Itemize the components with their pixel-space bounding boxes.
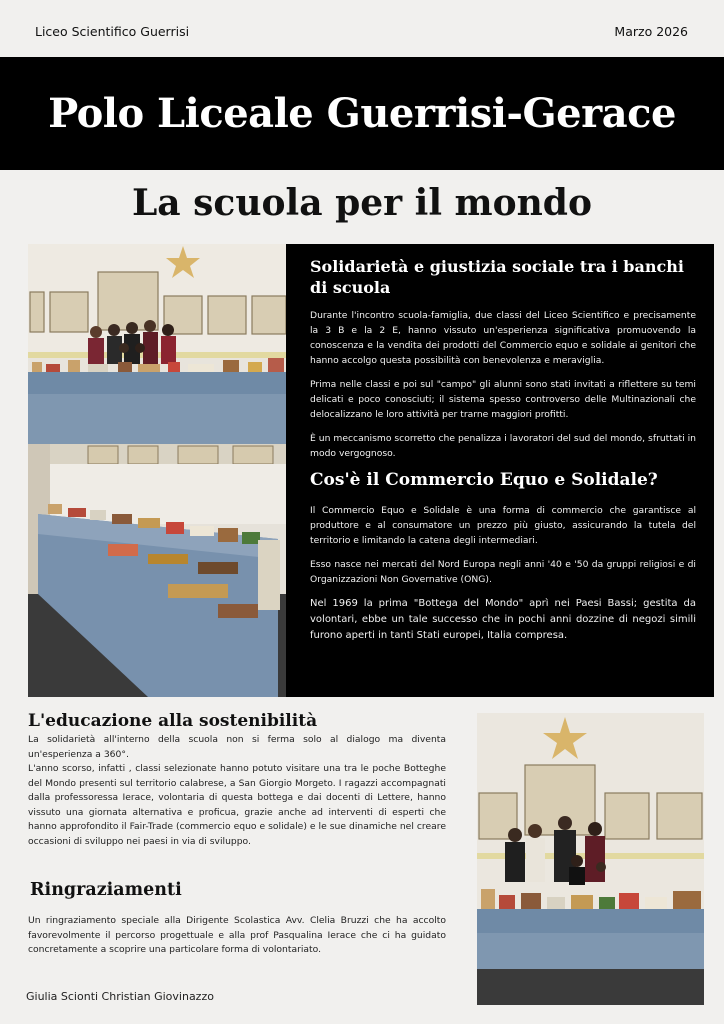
sustainability-title: L'educazione alla sostenibilità <box>28 711 318 731</box>
masthead-banner <box>0 57 724 170</box>
sustainability-text: L'anno scorso, infatti , classi selezionate hanno potuto visitare una tra le poche Botteghe del Mondo presenti sul territorio calabrese, a San Giorgio Morgeto. I ragazzi accompagnati dalla professoressa Ierace, volontaria di questa bottega e dai docenti di Lettere, hanno vissuto una giornata alternativa e proficua, grazie anche ad interventi di esperti che hanno approfondito il Fair-Trade (commercio equo e solidale) e le sue dinamiche nel creare occasioni di sviluppo nei paesi in via di sviluppo. <box>28 763 446 847</box>
article-paragraph: Nel 1969 la prima "Bottega del Mondo" aprì nei Paesi Bassi; gestita da volontari, ebbe un tale successo che in pochi anni dozzine di negozi simili furono aperti in tanti Stati europei, Italia compresa. <box>310 598 696 641</box>
article-paragraph: Prima nelle classi e poi sul "campo" gli alunni sono stati invitati a riflettere su temi delicati e poco conosciuti; il sistema spesso controverso delle Multinazionali che delocalizzano le loro attività per trarne maggiori profitti. <box>310 379 696 420</box>
sustainability-text: La solidarietà all'interno della scuola non si ferma solo al dialogo ma diventa un'esperienza a 360°. <box>28 734 446 760</box>
school-name: Liceo Scientifico Guerrisi <box>35 24 190 39</box>
thanks-section <box>28 880 446 958</box>
main-article <box>286 244 714 697</box>
thanks-text: Un ringraziamento speciale alla Dirigente Scolastica Avv. Clelia Bruzzi che ha accolto favorevolmente il percorso progettuale e alla prof Pasqualina Ierace che ci ha guidato concretamente a scoprire una particolare forma di volontariato. <box>28 915 446 955</box>
thanks-title: Ringraziamenti <box>30 880 182 900</box>
page-headline: La scuola per il mondo <box>131 182 592 224</box>
issue-date: Marzo 2026 <box>614 24 688 39</box>
article-paragraph: Il Commercio Equo e Solidale è una forma di commercio che garantisce al produttore e al consumatore un prezzo più giusto, assicurando la tutela del territorio e limitando la catena degli intermediari. <box>310 505 696 546</box>
article-paragraph: È un meccanismo scorretto che penalizza i lavoratori del sud del mondo, sfruttati in modo vergognoso. <box>310 433 696 459</box>
authors-credit: Giulia Scionti Christian Giovinazzo <box>26 990 214 1003</box>
article-title: Solidarietà e giustizia sociale tra i banchi di scuola <box>310 257 684 297</box>
sustainability-section <box>28 711 446 849</box>
photo-products-table <box>28 444 286 697</box>
article-subtitle: Cos'è il Commercio Equo e Solidale? <box>310 470 658 490</box>
article-paragraph: Durante l'incontro scuola-famiglia, due classi del Liceo Scientifico e precisamente la 3 B e la 2 E, hanno vissuto un'esperienza significativa promuovendo la conoscenza e la vendita dei prodotti del Commercio equo e solidale ai genitori che hanno accolgo questa possibilità con benevolenza e meraviglia. <box>310 310 696 366</box>
photo-students-stall <box>28 244 286 444</box>
photo-group <box>477 713 704 1005</box>
masthead-title: Polo Liceale Guerrisi-Gerace <box>48 90 676 137</box>
article-paragraph: Esso nasce nei mercati del Nord Europa negli anni '40 e '50 da gruppi religiosi e di Organizzazioni Non Governative (ONG). <box>310 559 696 585</box>
